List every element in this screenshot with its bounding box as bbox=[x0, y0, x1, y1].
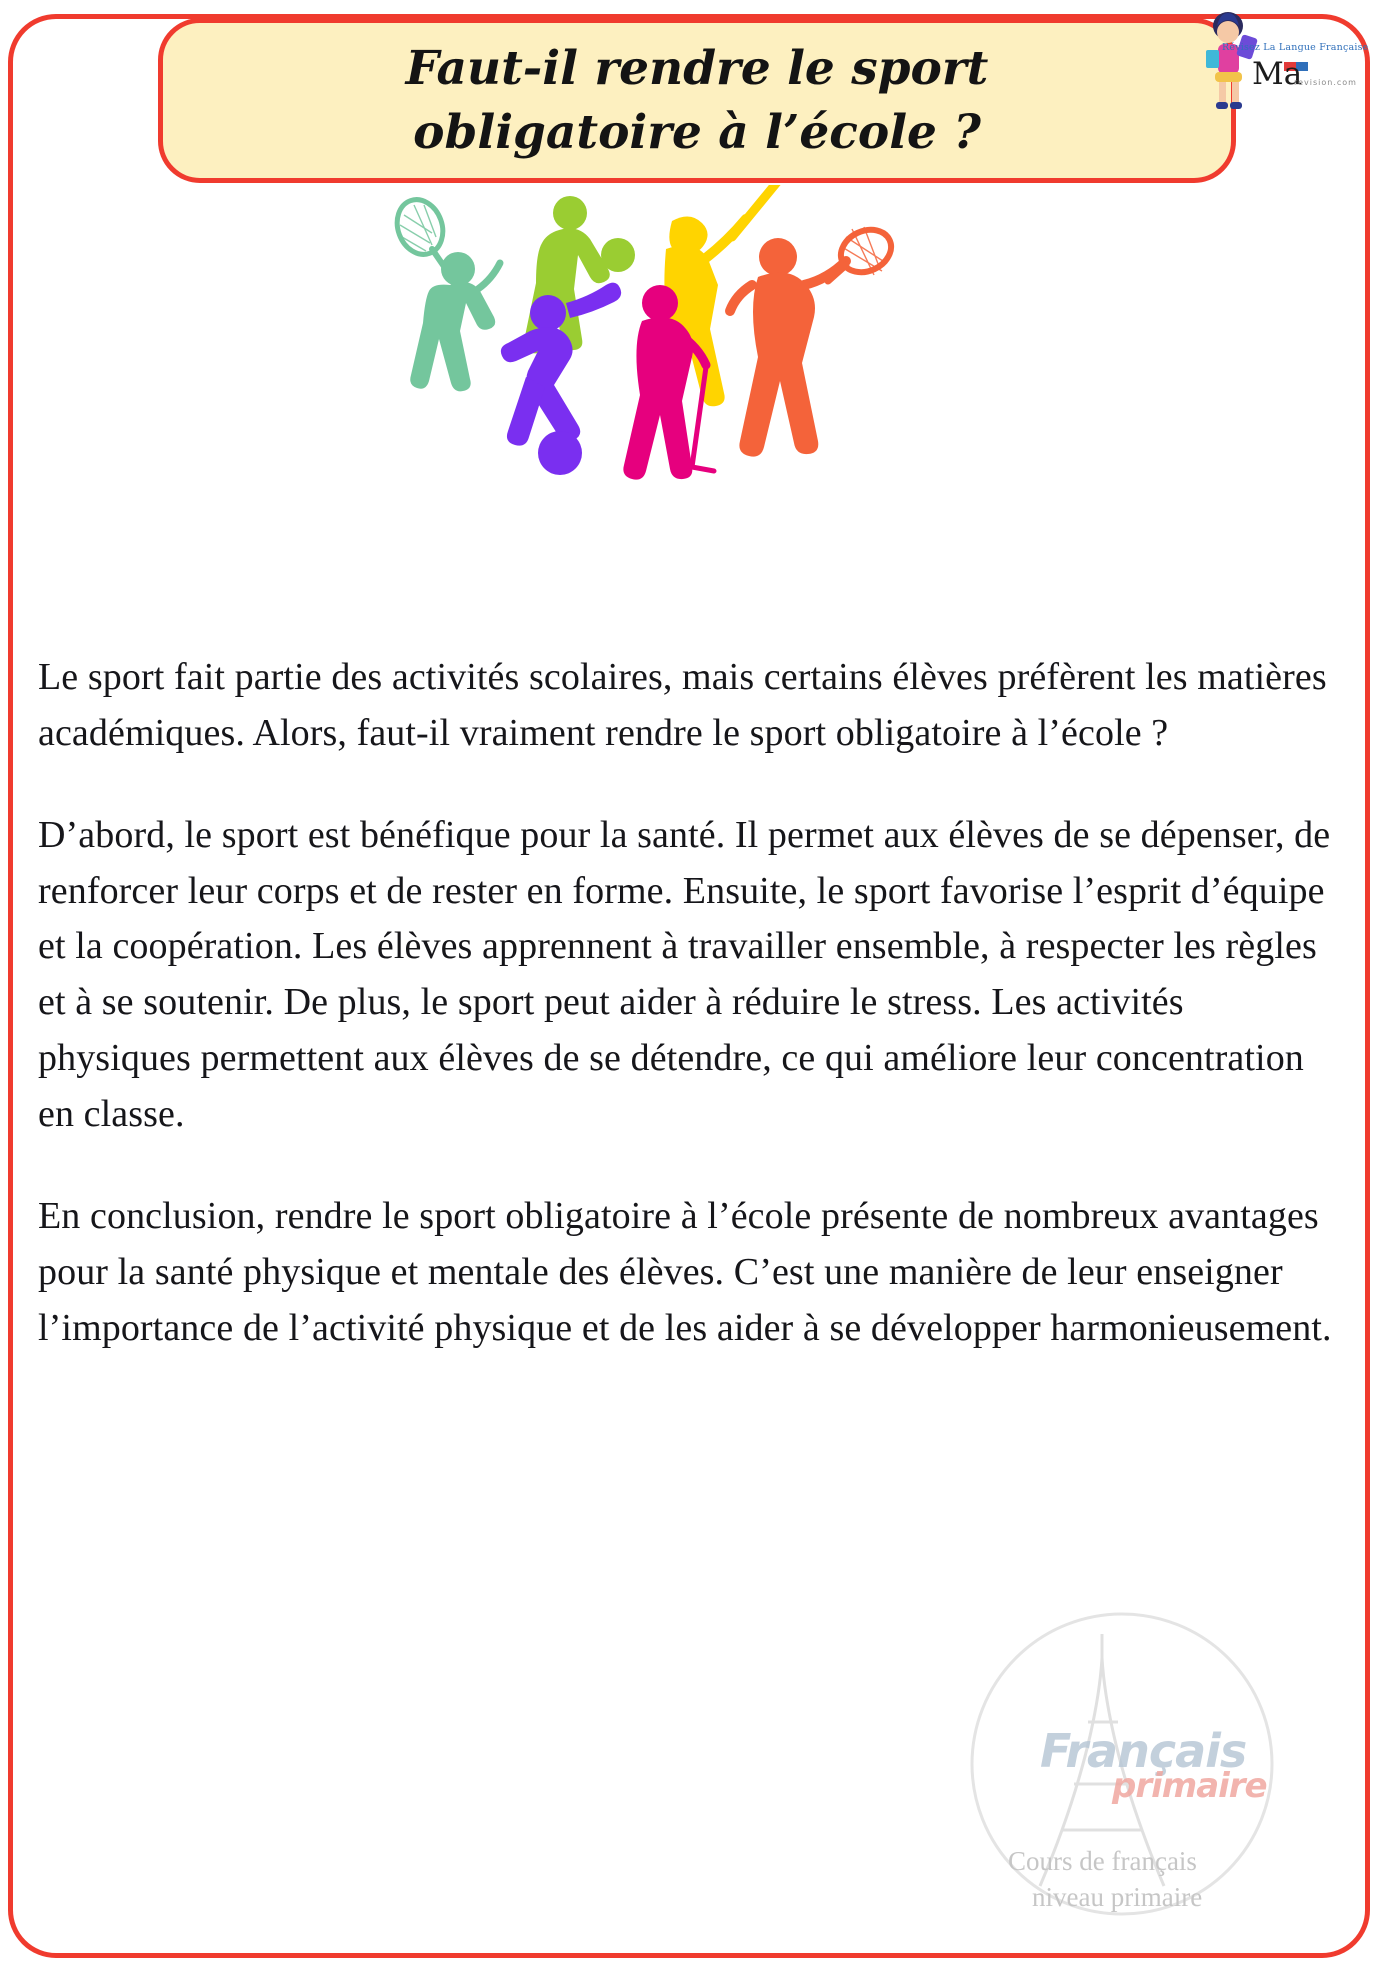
logo-tagline: Révisez La Langue Française bbox=[1222, 42, 1369, 53]
page-title-line-1: Faut-il rendre le sport bbox=[405, 41, 989, 97]
baseball-bat-icon bbox=[732, 185, 778, 237]
site-logo bbox=[1184, 6, 1374, 116]
tennis-player-icon bbox=[730, 238, 846, 457]
paragraph-conclusion: En conclusion, rendre le sport obligatoire à l’école présente de nombreux avantages pour la santé physique et mentale des élèves. C’est une manière de leur enseigner l’importance de l’activité physique et de les aider à se développer harmonieusement. bbox=[38, 1194, 1332, 1349]
article-body bbox=[38, 650, 1343, 1356]
badminton-player-icon bbox=[410, 252, 500, 391]
title-banner bbox=[158, 18, 1236, 183]
football-player-icon bbox=[501, 283, 621, 446]
watermark-brand-line-2: primaire bbox=[1112, 1766, 1267, 1806]
logo-mark: Ma bbox=[1252, 56, 1303, 92]
watermark-caption-line-1: Cours de français bbox=[1008, 1846, 1197, 1876]
page-title bbox=[376, 37, 1019, 164]
logo-subtext: revision.com bbox=[1294, 78, 1357, 87]
watermark-caption-line-2: niveau primaire bbox=[1032, 1882, 1203, 1912]
page-title-line-2: obligatoire à l’école ? bbox=[413, 104, 981, 160]
soccer-ball-icon bbox=[538, 431, 582, 475]
paragraph-intro: Le sport fait partie des activités scolaires, mais certains élèves préfèrent les matières académiques. Alors, faut-il vraiment rendre le sport obligatoire à l’école ? bbox=[38, 656, 1327, 754]
paragraph-arguments: D’abord, le sport est bénéfique pour la santé. Il permet aux élèves de se dépenser, de renforcer leur corps et de rester en forme. Ensuite, le sport favorise l’esprit d’équipe et la coopération. Les élèves apprennent à travailler ensemble, à respecter les règles et à se soutenir. De plus, le sport peut aider à réduire le stress. Les activités physiques permettent aux élèves de se détendre, ce qui améliore leur concentration en classe. bbox=[38, 813, 1331, 1136]
watermark-brand-line-1: Français bbox=[1040, 1724, 1247, 1778]
tennis-racket-icon bbox=[828, 222, 898, 281]
badminton-racket-icon bbox=[390, 193, 454, 281]
sports-silhouettes-illustration bbox=[380, 185, 980, 525]
sports-silhouettes-svg bbox=[380, 185, 980, 525]
basketball-icon bbox=[601, 238, 635, 272]
